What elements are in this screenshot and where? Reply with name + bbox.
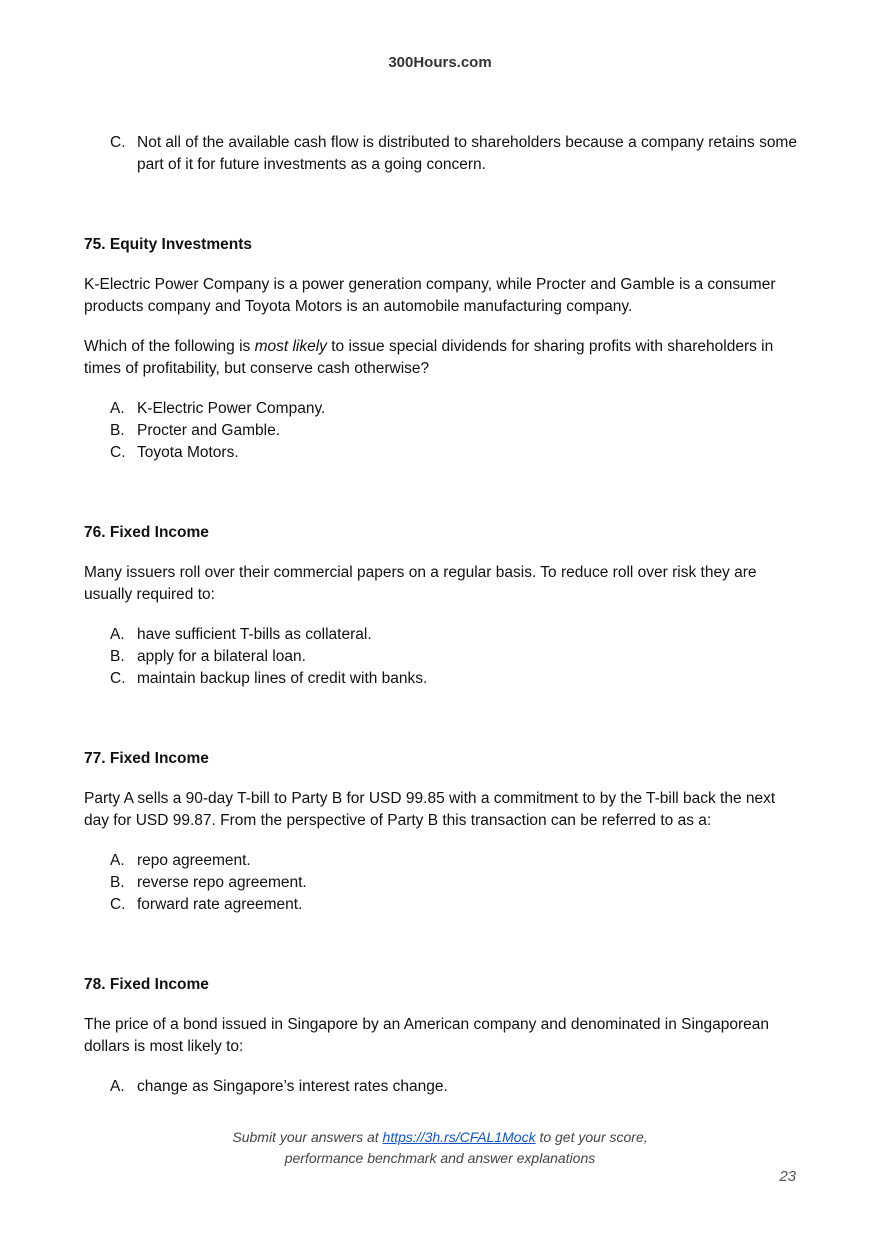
option-letter: A. <box>110 1078 125 1095</box>
answer-options <box>84 398 800 464</box>
option-text: Toyota Motors. <box>137 444 239 461</box>
question-text: Party A sells a 90-day T-bill to Party B for USD 99.85 with a commitment to by the T-bill back the next day for USD 99.87. From the perspective of Party B this transaction can be referred to as a: <box>84 790 776 829</box>
option-text: Not all of the available cash flow is distributed to shareholders because a company retains some part of it for future investments as a going concern. <box>137 134 797 173</box>
option-a <box>84 1076 800 1098</box>
option-b <box>84 646 800 668</box>
prompt-emphasis: most likely <box>254 338 327 355</box>
mock-exam-link[interactable]: https://3h.rs/CFAL1Mock <box>382 1129 536 1145</box>
carryover-options <box>84 132 800 176</box>
option-letter: C. <box>110 134 126 151</box>
option-text: have sufficient T-bills as collateral. <box>137 626 372 643</box>
option-letter: C. <box>110 896 126 913</box>
question-76 <box>84 522 800 690</box>
prompt-text-before: Which of the following is <box>84 338 255 355</box>
question-heading: 77. Fixed Income <box>84 750 209 767</box>
site-header: 300Hours.com <box>388 54 492 71</box>
option-c <box>84 132 800 176</box>
option-text: change as Singapore’s interest rates change. <box>137 1078 448 1095</box>
footer-line-2: performance benchmark and answer explanations <box>284 1150 596 1166</box>
option-letter: C. <box>110 444 126 461</box>
question-text: K-Electric Power Company is a power generation company, while Procter and Gamble is a consumer products company and Toyota Motors is an automobile manufacturing company. <box>84 276 776 315</box>
option-letter: A. <box>110 852 125 869</box>
option-letter: A. <box>110 626 125 643</box>
option-c <box>84 442 800 464</box>
question-text: The price of a bond issued in Singapore by an American company and denominated in Singaporean dollars is most likely to: <box>84 1016 770 1055</box>
option-a <box>84 850 800 872</box>
question-75 <box>84 234 800 464</box>
option-c <box>84 668 800 690</box>
prompt-text-after: to issue special dividends for sharing profits with shareholders in times of profitability, but conserve cash otherwise? <box>84 338 774 377</box>
option-text: Procter and Gamble. <box>137 422 281 439</box>
question-heading: 76. Fixed Income <box>84 524 209 541</box>
footer-line-1 <box>0 1127 880 1148</box>
option-text: repo agreement. <box>137 852 251 869</box>
page-number: 23 <box>779 1168 796 1185</box>
footer-note <box>0 1127 880 1169</box>
option-a <box>84 624 800 646</box>
option-letter: C. <box>110 670 126 687</box>
question-heading: 78. Fixed Income <box>84 976 209 993</box>
option-text: maintain backup lines of credit with banks. <box>137 670 428 687</box>
option-text: apply for a bilateral loan. <box>137 648 306 665</box>
option-b <box>84 420 800 442</box>
footer-text-before: Submit your answers at <box>232 1129 383 1145</box>
question-77 <box>84 748 800 916</box>
footer-text-after: to get your score, <box>535 1129 648 1145</box>
option-letter: A. <box>110 400 125 417</box>
option-c <box>84 894 800 916</box>
question-text: Many issuers roll over their commercial papers on a regular basis. To reduce roll over risk they are usually required to: <box>84 564 757 603</box>
page-content <box>84 132 800 1098</box>
answer-options <box>84 850 800 916</box>
option-text: forward rate agreement. <box>137 896 303 913</box>
option-a <box>84 398 800 420</box>
option-text: K-Electric Power Company. <box>137 400 326 417</box>
question-prompt <box>84 336 800 380</box>
answer-options <box>84 624 800 690</box>
option-letter: B. <box>110 648 125 665</box>
option-letter: B. <box>110 422 125 439</box>
option-b <box>84 872 800 894</box>
question-78 <box>84 974 800 1098</box>
option-letter: B. <box>110 874 125 891</box>
question-heading: 75. Equity Investments <box>84 236 252 253</box>
answer-options <box>84 1076 800 1098</box>
option-text: reverse repo agreement. <box>137 874 307 891</box>
